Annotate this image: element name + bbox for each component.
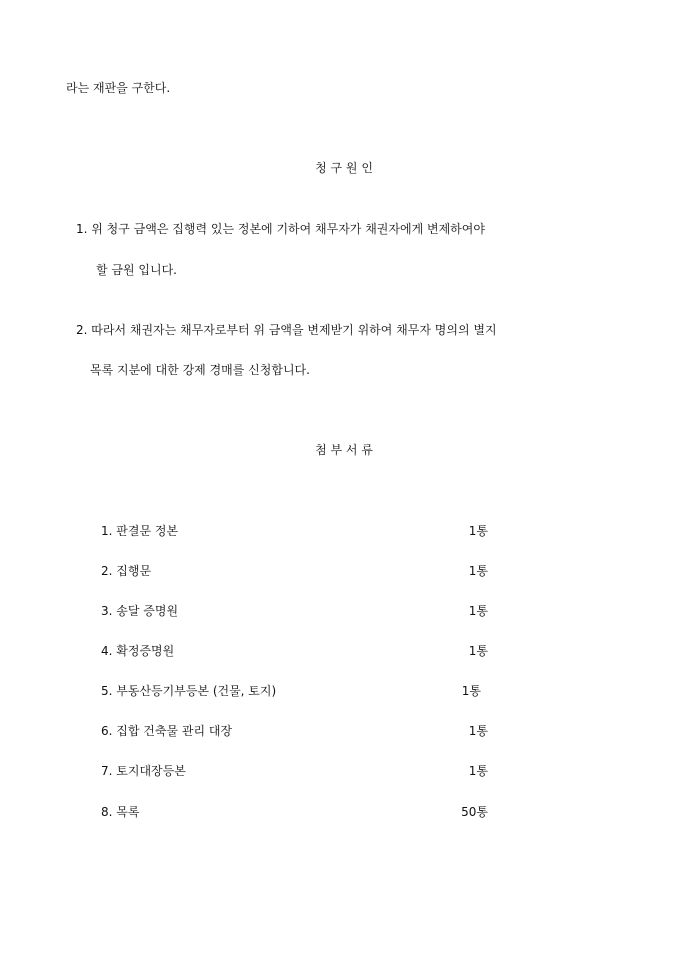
intro-line: 라는 재판을 구한다. xyxy=(66,81,171,95)
attachment-label: 8. 목록 xyxy=(101,805,140,819)
attachment-row xyxy=(0,683,680,699)
attachment-count: 1통 xyxy=(461,684,481,698)
attachment-count: 50통 xyxy=(461,805,488,819)
attachment-row xyxy=(0,603,680,619)
attachment-label: 3. 송달 증명원 xyxy=(101,604,179,618)
attachment-label: 1. 판결문 정본 xyxy=(101,524,179,538)
attachment-row xyxy=(0,804,680,820)
attachment-count: 1통 xyxy=(468,564,488,578)
attachment-row xyxy=(0,523,680,539)
claim-1-line-2: 할 금원 입니다. xyxy=(96,263,177,277)
attachment-row xyxy=(0,563,680,579)
attachment-row xyxy=(0,643,680,659)
attachment-label: 4. 확정증명원 xyxy=(101,644,175,658)
claim-2-line-2: 목록 지분에 대한 강제 경매를 신청합니다. xyxy=(90,363,310,377)
attachment-row xyxy=(0,763,680,779)
attachment-count: 1통 xyxy=(468,524,488,538)
attachment-row xyxy=(0,723,680,739)
attachment-label: 5. 부동산등기부등본 (건물, 토지) xyxy=(101,684,277,698)
claim-1-line-1: 1. 위 청구 금액은 집행력 있는 정본에 기하여 채무자가 채권자에게 변제하여야 xyxy=(76,222,485,236)
attachment-count: 1통 xyxy=(468,764,488,778)
attachment-count: 1통 xyxy=(468,724,488,738)
attachment-label: 2. 집행문 xyxy=(101,564,152,578)
claim-2-line-1: 2. 따라서 채권자는 채무자로부터 위 금액을 변제받기 위하여 채무자 명의의 별지 xyxy=(76,323,497,337)
attachment-label: 6. 집합 건축물 관리 대장 xyxy=(101,724,233,738)
claim-heading: 청 구 원 인 xyxy=(315,161,373,175)
attachment-label: 7. 토지대장등본 xyxy=(101,764,186,778)
attachment-count: 1통 xyxy=(468,604,488,618)
attachment-count: 1통 xyxy=(468,644,488,658)
attachments-heading: 첨 부 서 류 xyxy=(315,443,373,457)
